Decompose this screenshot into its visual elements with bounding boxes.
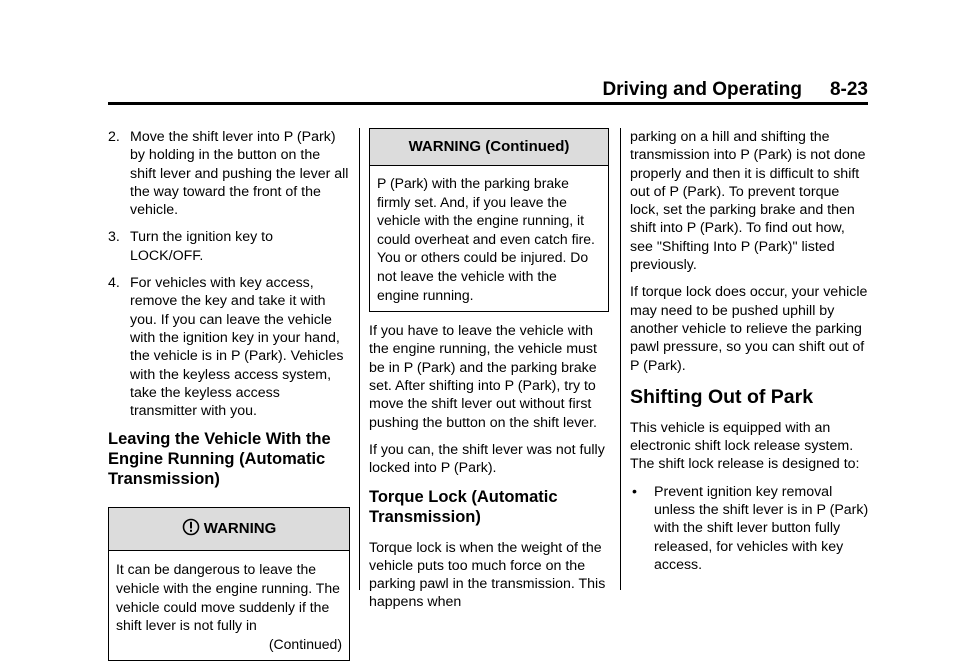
step-item bbox=[108, 228, 350, 265]
bullet-list bbox=[630, 483, 870, 574]
warning-title: WARNING bbox=[203, 520, 277, 538]
header-title: Driving and Operating bbox=[602, 79, 802, 100]
section-heading-leaving-vehicle: Leaving the Vehicle With the Engine Running (Automatic Transmission) bbox=[108, 430, 331, 489]
warning-title-bar: WARNING (Continued) bbox=[370, 129, 608, 166]
step-item bbox=[108, 274, 350, 420]
step-text: Move the shift lever into P (Park) by holding in the button on the shift lever and pushing the lever all the way toward the front of the vehicle. bbox=[130, 129, 349, 219]
step-item bbox=[108, 128, 350, 219]
column-divider bbox=[359, 128, 360, 590]
bullet-text: Prevent ignition key removal unless the shift lever is in P (Park) with the shift lever button fully released, for vehicles with key access. bbox=[654, 483, 869, 573]
column-3 bbox=[630, 128, 870, 574]
column-2 bbox=[369, 128, 609, 621]
warning-body bbox=[109, 551, 349, 660]
column-1 bbox=[108, 128, 350, 661]
procedure-steps bbox=[108, 128, 350, 420]
step-number: 3. bbox=[108, 229, 120, 246]
page-header bbox=[108, 80, 868, 100]
paragraph: Torque lock is when the weight of the vehicle puts too much force on the parking pawl in the transmission. This happens when bbox=[369, 539, 606, 611]
paragraph: If torque lock does occur, your vehicle may need to be pushed uphill by another vehicle to relieve the parking pawl pressure, so you can shift out of P (Park). bbox=[630, 284, 868, 374]
step-text: Turn the ignition key to LOCK/OFF. bbox=[130, 229, 274, 264]
paragraph: If you have to leave the vehicle with the engine running, the vehicle must be in P (Park) and the parking brake set. After shifting into P (Park), try to move the shift lever out without first pushing the button on the shift lever. bbox=[369, 323, 597, 431]
section-heading-shifting-out-of-park: Shifting Out of Park bbox=[630, 385, 814, 408]
header-rule bbox=[108, 102, 868, 105]
warning-icon bbox=[182, 511, 200, 553]
step-number: 2. bbox=[108, 129, 120, 145]
step-text: For vehicles with key access, remove the key and take it with you. If you can leave the vehicle with the ignition key in your hand, the vehicle is in P (Park). Vehicles with the keyless access system, take the keyless access transmitter with you. bbox=[130, 275, 344, 420]
warning-title-bar bbox=[109, 508, 349, 551]
page-number: 8-23 bbox=[829, 79, 868, 100]
column-divider bbox=[620, 128, 621, 590]
warning-box bbox=[108, 507, 350, 661]
paragraph: This vehicle is equipped with an electronic shift lock release system. The shift lock release is designed to: bbox=[630, 419, 860, 473]
warning-text: It can be dangerous to leave the vehicle with the engine running. The vehicle could move suddenly if the shift lever is not fully in bbox=[116, 561, 340, 634]
bullet-icon: • bbox=[632, 483, 637, 500]
warning-box-continued bbox=[369, 128, 609, 312]
warning-body: P (Park) with the parking brake firmly set. And, if you leave the vehicle with the engine running, it could overheat and even catch fire. You or others could be injured. Do not leave the vehicle with the engine running. bbox=[377, 175, 595, 303]
bullet-item bbox=[630, 483, 870, 574]
section-heading-torque-lock: Torque Lock (Automatic Transmission) bbox=[369, 487, 558, 526]
continued-label: (Continued) bbox=[268, 635, 342, 652]
step-number: 4. bbox=[108, 275, 120, 292]
paragraph: If you can, the shift lever was not fully locked into P (Park). bbox=[369, 441, 605, 477]
paragraph: parking on a hill and shifting the transmission into P (Park) is not done properly and then it is difficult to shift out of P (Park). To prevent torque lock, set the parking brake and then shift into P (Park). To find out how, see "Shifting Into P (Park)" listed previously. bbox=[630, 129, 866, 274]
